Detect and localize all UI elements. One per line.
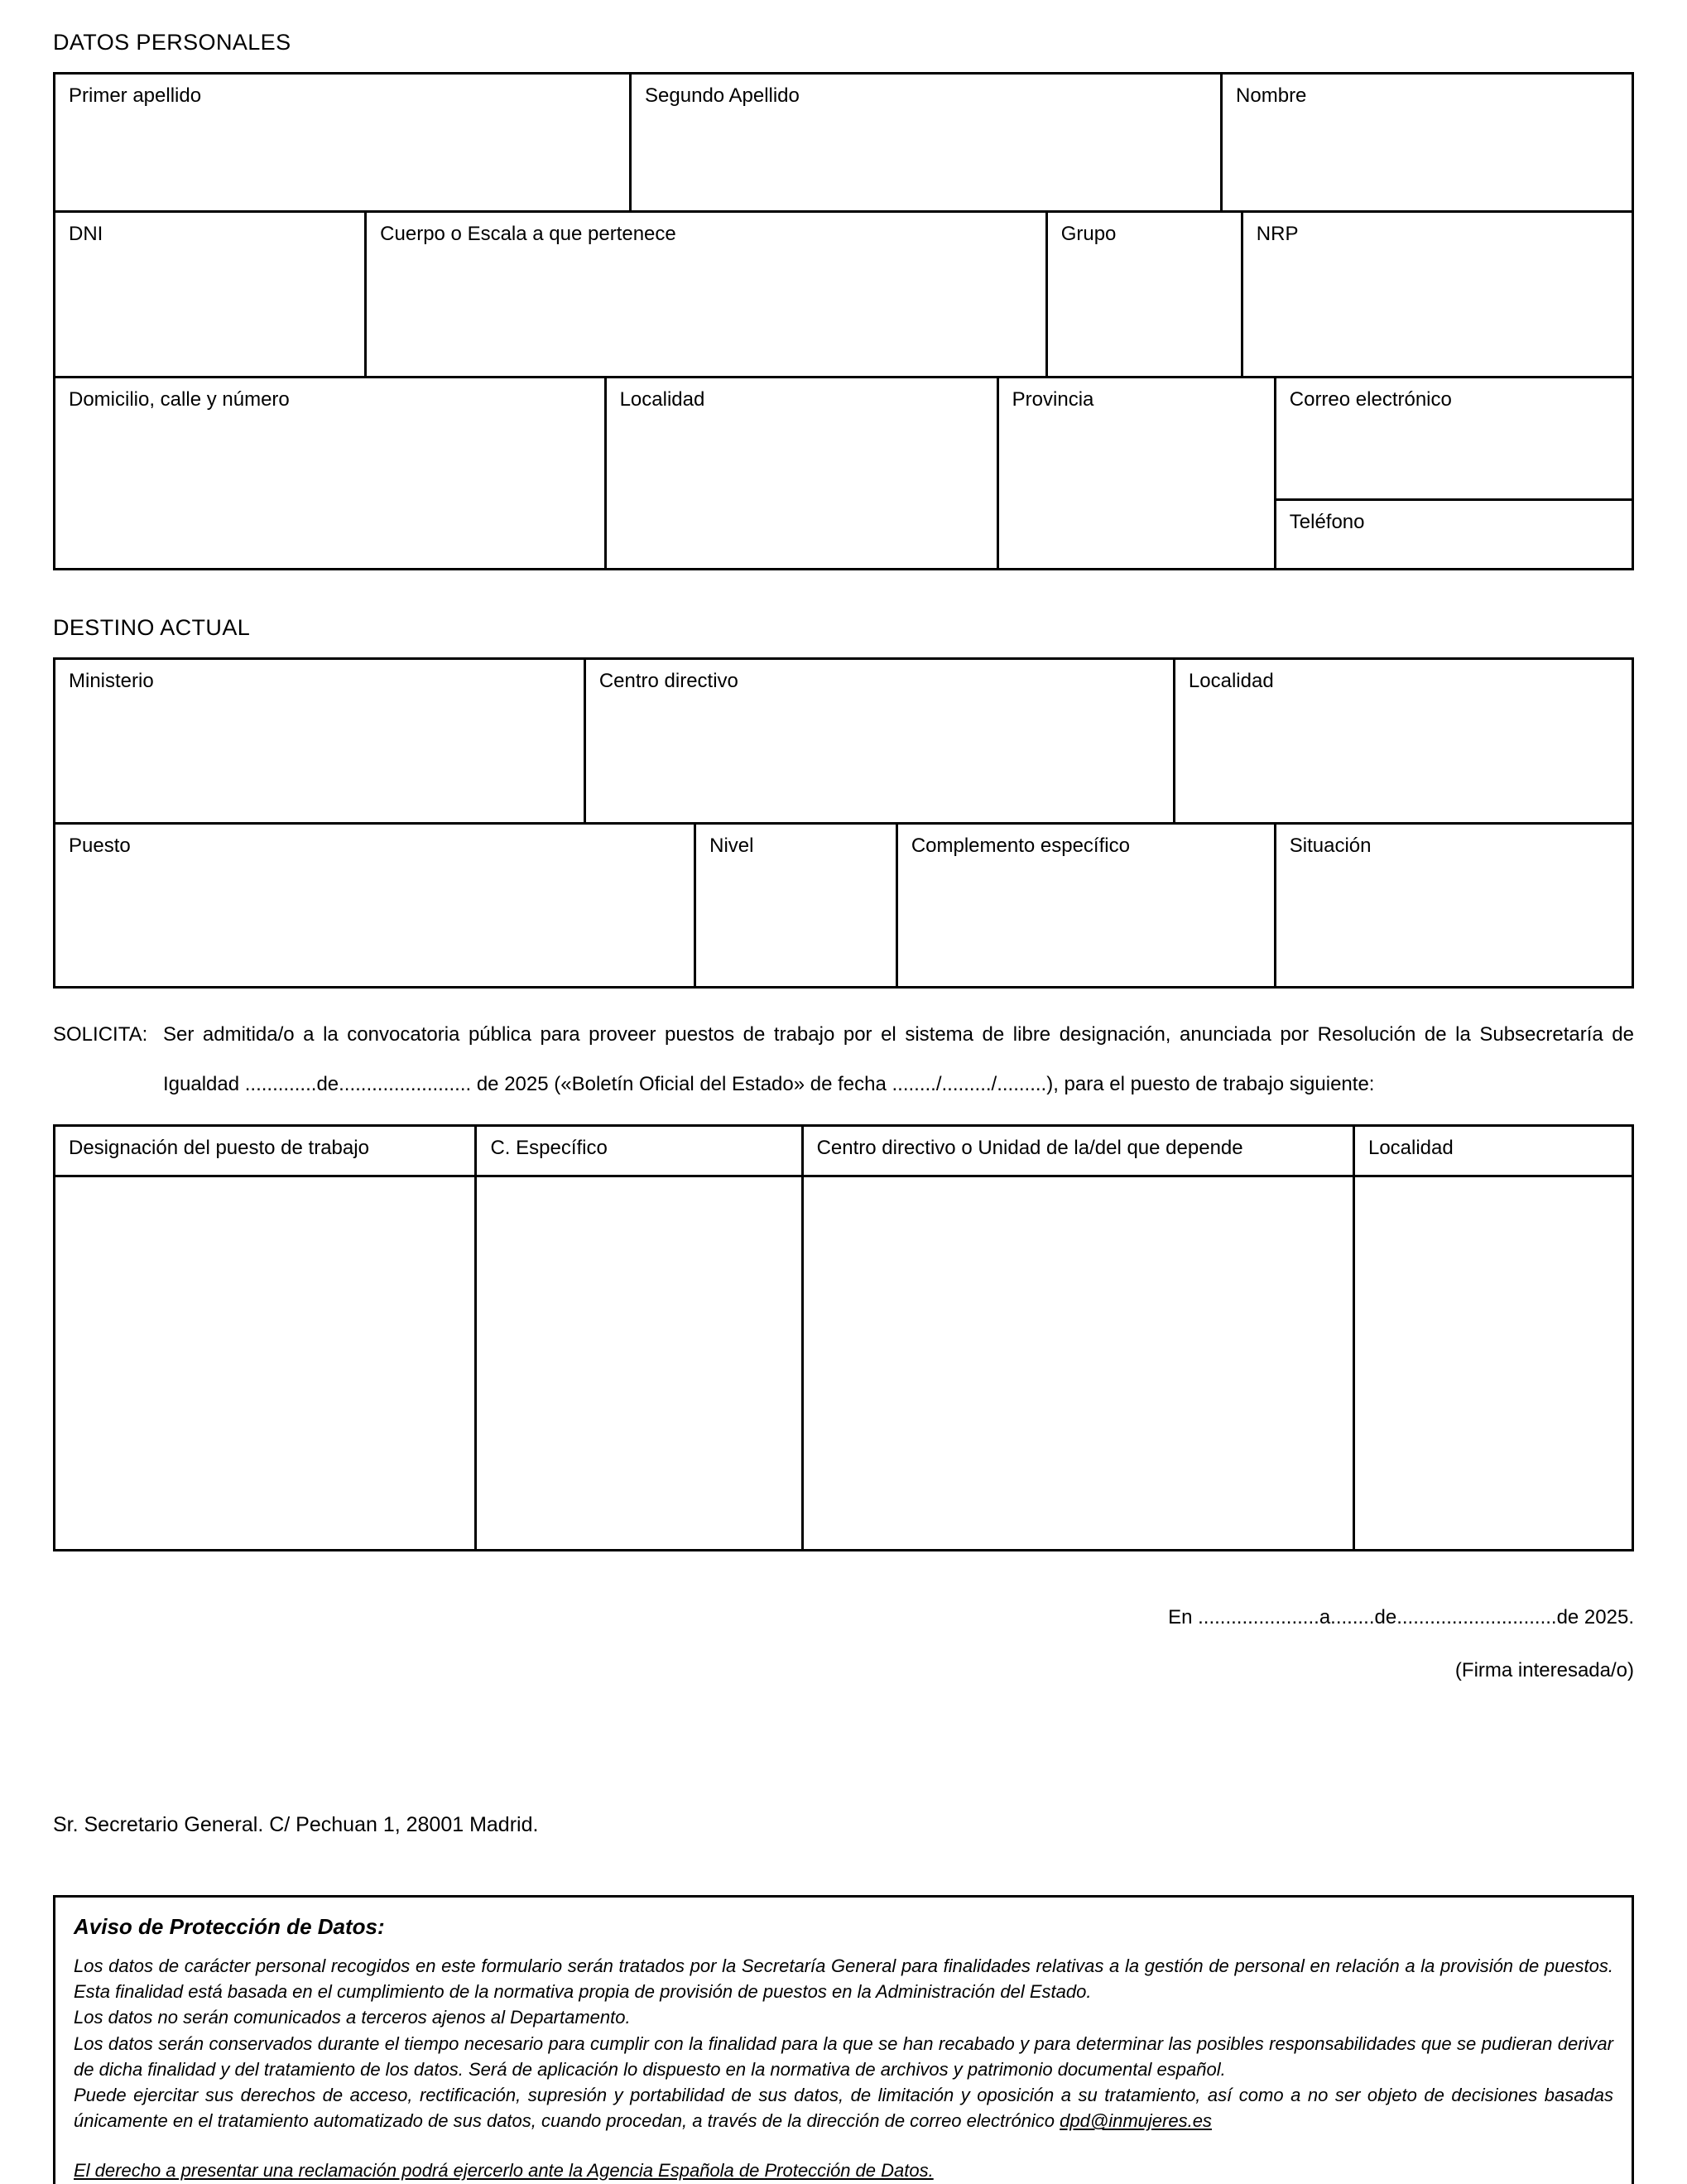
c-especifico-label: C. Específico [490,1137,608,1159]
input-centro-directivo[interactable] [801,1177,1353,1549]
field-nrp[interactable] [1241,213,1632,376]
complemento-especifico-label: Complemento específico [911,835,1130,857]
nivel-label: Nivel [709,835,754,857]
signature-block [53,1591,1634,1697]
domicilio-label: Domicilio, calle y número [69,388,290,411]
header-centro-directivo [801,1127,1353,1175]
grupo-label: Grupo [1060,223,1117,245]
input-designacion[interactable] [55,1177,474,1549]
field-dni[interactable] [55,213,364,376]
destino-localidad-label: Localidad [1188,670,1274,692]
puesto-localidad-label: Localidad [1367,1137,1454,1159]
table-row [55,376,1632,568]
designacion-label: Designación del puesto de trabajo [69,1137,369,1159]
field-nivel[interactable] [694,825,896,986]
solicita-label: SOLICITA: [53,1023,148,1046]
table-row [55,660,1632,822]
field-ministerio[interactable] [55,660,584,822]
header-designacion [55,1127,474,1175]
provincia-label: Provincia [1012,388,1094,411]
primer-apellido-label: Primer apellido [69,84,202,107]
privacy-notice-title: Aviso de Protección de Datos: [74,1914,385,1939]
field-puesto[interactable] [55,825,694,986]
signature-line: (Firma interesada/o) [1454,1659,1634,1681]
field-provincia[interactable] [997,378,1274,568]
dni-label: DNI [69,223,103,245]
puesto-label: Puesto [69,835,131,857]
correo-electronico-label: Correo electrónico [1289,388,1452,411]
privacy-paragraph-1: Los datos de carácter personal recogidos en este formulario serán tratados por la Secretaría General para finalidades relativas a la gestión de personal en relación a la provisión de puestos. Esta finalidad está basada en el cumplimiento de la normativa propia de provisión de puestos en la Administración del Estado. [74,1955,1613,2003]
table-row [55,75,1632,210]
centro-directivo-unidad-label: Centro directivo o Unidad de la/del que depende [816,1137,1243,1159]
field-destino-localidad[interactable] [1173,660,1632,822]
field-grupo[interactable] [1045,213,1241,376]
field-segundo-apellido[interactable] [629,75,1220,210]
dpd-email-link[interactable]: dpd@inmujeres.es [1060,2110,1212,2132]
field-localidad[interactable] [604,378,997,568]
destino-actual-title: DESTINO ACTUAL [53,615,251,640]
addressee-line: Sr. Secretario General. C/ Pechuan 1, 28001 Madrid. [53,1813,539,1836]
field-situacion[interactable] [1274,825,1632,986]
field-primer-apellido[interactable] [55,75,629,210]
centro-directivo-label: Centro directivo [598,670,738,692]
header-c-especifico [474,1127,800,1175]
field-nombre[interactable] [1220,75,1632,210]
input-puesto-localidad[interactable] [1353,1177,1632,1549]
input-c-especifico[interactable] [474,1177,800,1549]
nrp-label: NRP [1256,223,1299,245]
datos-personales-table [53,72,1634,570]
field-telefono[interactable] [1276,501,1632,568]
field-correo-electronico[interactable] [1276,378,1632,501]
privacy-paragraph-3: Los datos serán conservados durante el tiempo necesario para cumplir con la finalidad para la que se han recabado y para determinar las posibles responsabilidades que se pudieran derivar de dicha finalidad y del tratamiento de los datos. Será de aplicación lo dispuesto en la normativa de archivos y patrimonio documental español. [74,2032,1613,2080]
contact-split-cell [1274,378,1632,568]
ministerio-label: Ministerio [69,670,154,692]
date-line: En ......................a........de.............................de 2025. [1168,1606,1634,1628]
privacy-notice-box [53,1895,1634,2184]
situacion-label: Situación [1289,835,1372,857]
cuerpo-escala-label: Cuerpo o Escala a que pertenece [380,223,676,245]
privacy-paragraph-4-text: Puede ejercitar sus derechos de acceso, rectificación, supresión y portabilidad de sus datos, de limitación y oposición a su tratamiento, así como a no ser objeto de decisiones basadas únicamente en el tratamiento automatizado de sus datos, cuando procedan, a través de la dirección de correo electrónico [74,2085,1613,2132]
puesto-solicitado-table [53,1124,1634,1551]
privacy-claim-line: El derecho a presentar una reclamación podrá ejercerlo ante la Agencia Española de Protección de Datos. [74,2159,934,2181]
table-body-row [55,1175,1632,1549]
destino-actual-table [53,657,1634,989]
segundo-apellido-label: Segundo Apellido [645,84,800,107]
privacy-paragraph-4 [74,2082,1613,2133]
solicita-text: Ser admitida/o a la convocatoria pública para proveer puestos de trabajo por el sistema de libre designación, anunciada por Resolución de la Subsecretaría de Igualdad .............de........................ de 2025 («Boletín Oficial del Estado» de fecha ......../........./.........), para el puesto de trabajo siguiente: [163,1023,1634,1095]
privacy-paragraph-2: Los datos no serán comunicados a terceros ajenos al Departamento. [74,2007,631,2028]
header-puesto-localidad [1353,1127,1632,1175]
solicita-block [53,1010,1634,1109]
field-cuerpo-escala[interactable] [364,213,1045,376]
localidad-label: Localidad [619,388,705,411]
telefono-label: Teléfono [1289,511,1365,533]
field-complemento-especifico[interactable] [896,825,1274,986]
field-centro-directivo[interactable] [584,660,1173,822]
table-row [55,210,1632,376]
datos-personales-title: DATOS PERSONALES [53,30,291,55]
table-row [55,822,1632,986]
nombre-label: Nombre [1236,84,1307,107]
field-domicilio[interactable] [55,378,604,568]
table-header-row [55,1127,1632,1175]
